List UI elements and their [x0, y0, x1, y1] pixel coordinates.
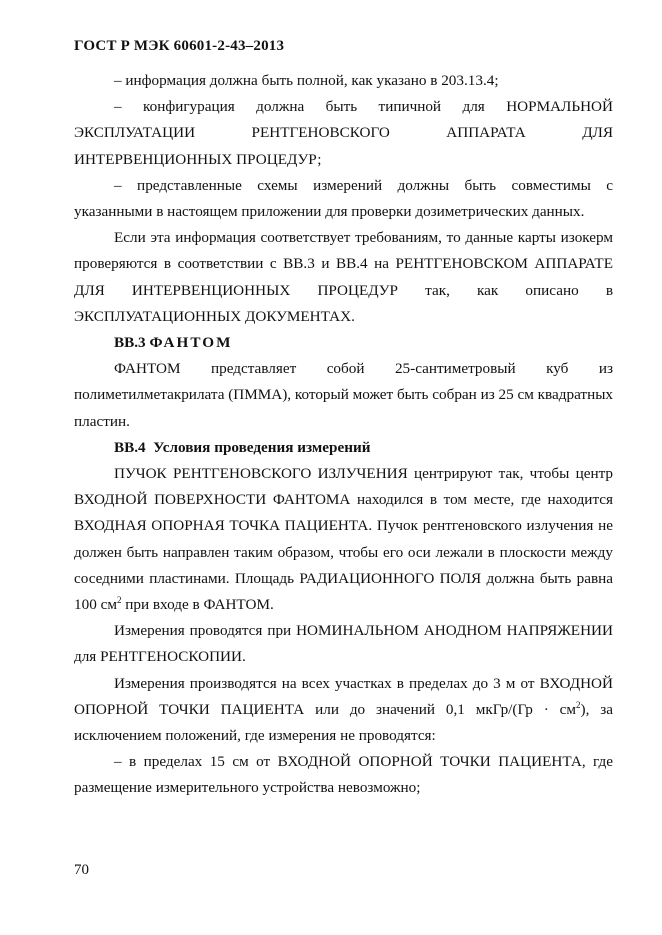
- paragraph: Измерения проводятся при НОМИНАЛЬНОМ АНОДНОМ НАПРЯЖЕНИИ для РЕНТГЕНОСКОПИИ.: [74, 622, 613, 666]
- paragraph-text: ), за исключением положений, где измерения не проводятся:: [74, 700, 613, 745]
- list-item: – в пределах 15 см от ВХОДНОЙ ОПОРНОЙ ТОЧКИ ПАЦИЕНТА, где размещение измерительного устройства невозможно;: [74, 753, 613, 797]
- document-header: ГОСТ Р МЭК 60601-2-43–2013: [74, 38, 285, 54]
- paragraph-text: Измерения производятся на всех участках в пределах до 3 м от ВХОДНОЙ ОПОРНОЙ ТОЧКИ ПАЦИЕНТА или до значений 0,1 мкГр/(Гр · см: [74, 674, 613, 718]
- section-title: ФАНТОМ: [149, 334, 233, 352]
- page-body: [74, 68, 613, 802]
- paragraph: Если эта информация соответствует требованиям, то данные карты изокерм проверяются в соответствии с ВВ.3 и ВВ.4 на РЕНТГЕНОВСКОМ АППАРАТЕ ДЛЯ ИНТЕРВЕНЦИОННЫХ ПРОЦЕДУР так, как описано в ЭКСПЛУАТАЦИОННЫХ ДОКУМЕНТАХ.: [74, 229, 613, 325]
- paragraph-text: при входе в ФАНТОМ.: [121, 596, 274, 614]
- paragraph: [74, 461, 613, 618]
- list-item: – представленные схемы измерений должны быть совместимы с указанными в настоящем приложении для проверки дозиметрических данных.: [74, 176, 613, 221]
- paragraph: ФАНТОМ представляет собой 25-сантиметровый куб из полиметилметакрилата (ПММА), который может быть собран из 25 см квадратных пластин.: [74, 360, 613, 430]
- paragraph: [74, 671, 613, 750]
- list-item: – конфигурация должна быть типичной для НОРМАЛЬНОЙ ЭКСПЛУАТАЦИИ РЕНТГЕНОВСКОГО АППАРАТА ДЛЯ ИНТЕРВЕНЦИОННЫХ ПРОЦЕДУР;: [74, 98, 613, 168]
- superscript: 2: [576, 699, 581, 710]
- paragraph-text: ПУЧОК РЕНТГЕНОВСКОГО ИЗЛУЧЕНИЯ центрируют так, чтобы центр ВХОДНОЙ ПОВЕРХНОСТИ ФАНТОМА находился в том месте, где находится ВХОДНАЯ ОПОРНАЯ ТОЧКА ПАЦИЕНТА. Пучок рентгеновского излучения не должен быть направлен таким образом, чтобы его оси лежали в плоскости между соседними пластинами. Площадь РАДИАЦИОННОГО ПОЛЯ должна быть равна 100 см: [74, 465, 613, 614]
- section-number: ВВ.3: [114, 334, 146, 352]
- section-heading-bb4: ВВ.4 Условия проведения измерений: [114, 438, 371, 456]
- section-heading-bb3: [74, 330, 613, 356]
- page-number: 70: [74, 862, 89, 878]
- list-item: – информация должна быть полной, как указано в 203.13.4;: [114, 72, 499, 89]
- superscript: 2: [116, 595, 122, 606]
